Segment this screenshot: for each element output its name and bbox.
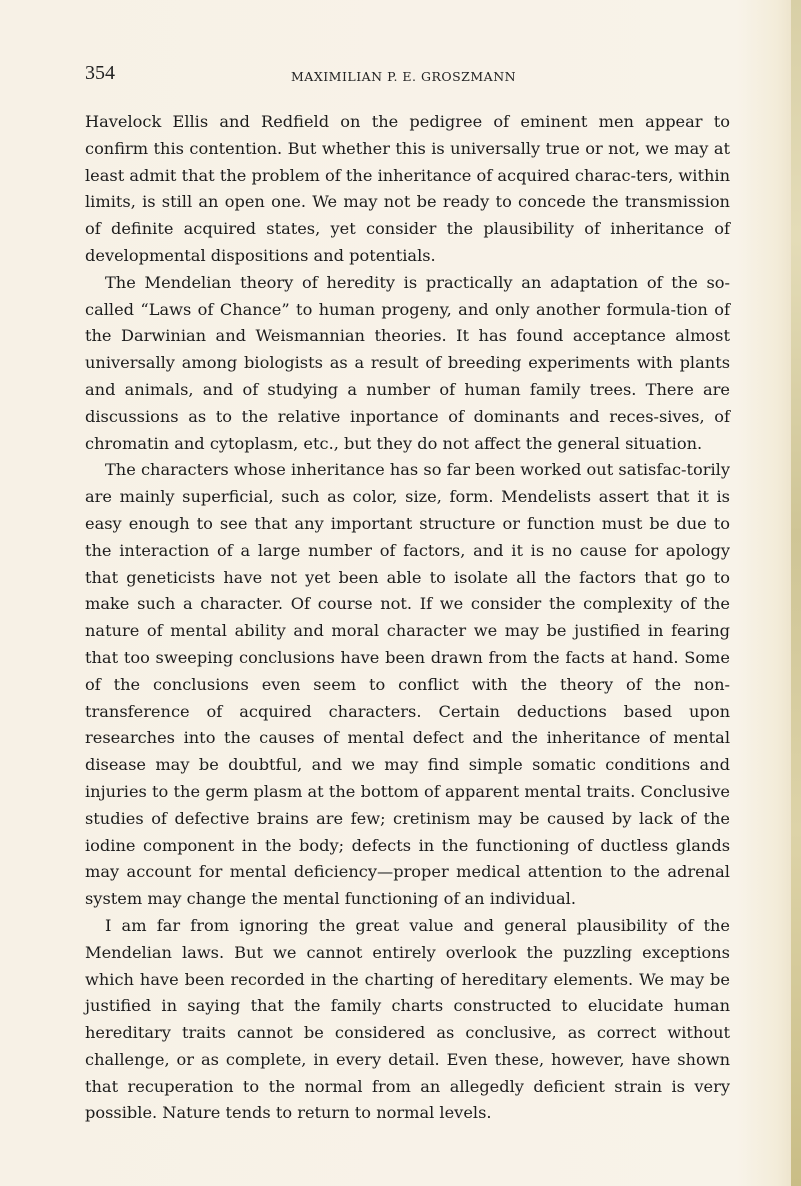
running-head: MAXIMILIAN P. E. GROSZMANN (291, 69, 517, 84)
paragraph: Havelock Ellis and Redfield on the pedigree of eminent men appear to confirm this contention. But whether this is universally true or not, we may at least admit that the problem of the inheritance of acquired charac-ters, within limits, is still an open one. We may not be ready to concede the transmission of definite acquired states, yet consider the plausibility of inheritance of developmental dispositions and potentials. (85, 112, 730, 265)
page-edge-shadow (791, 0, 801, 1186)
page-header (85, 62, 725, 92)
page-number: 354 (85, 62, 115, 84)
paragraph: The Mendelian theory of heredity is practically an adaptation of the so-called “Laws of Chance” to human progeny, and only another formula-tion of the Darwinian and Weismannian theories. It has found acceptance almost universally among biologists as a result of breeding experiments with plants and animals, and of studying a number of human family trees. There are discussions as to the relative inportance of dominants and reces-sives, of chromatin and cytoplasm, etc., but they do not affect the general situation. (85, 272, 730, 453)
paragraph: The characters whose inheritance has so far been worked out satisfac-torily are mainly superficial, such as color, size, form. Mendelists assert that it is easy enough to see that any important structure or function must be due to the interaction of a large number of factors, and it is no cause for apology that geneticists have not yet been able to isolate all the factors that go to make such a character. Of course not. If we consider the complexity of the nature of mental ability and moral character we may be justified in fearing that too sweeping conclusions have been drawn from the facts at hand. Some of the conclusions even seem to conflict with the theory of the non-transference of acquired characters. Certain deductions based upon researches into the causes of mental defect and the inheritance of mental disease may be doubtful, and we may find simple somatic conditions and injuries to the germ plasm at the bottom of apparent mental traits. Conclusive studies of defective brains are few; cretinism may be caused by lack of the iodine component in the body; defects in the functioning of ductless glands may account for mental deficiency—proper medical attention to the adrenal system may change the mental functioning of an individual. (85, 460, 730, 909)
paragraph: I am far from ignoring the great value and general plausibility of the Mendelian laws. But we cannot entirely overlook the puzzling exceptions which have been recorded in the charting of hereditary elements. We may be justified in saying that the family charts constructed to elucidate human hereditary traits cannot be considered as conclusive, as correct without challenge, or as complete, in every detail. Even these, however, have shown that recuperation to the normal from an allegedly deficient strain is very possible. Nature tends to return to normal levels. (85, 915, 730, 1123)
body-text (85, 109, 730, 1127)
